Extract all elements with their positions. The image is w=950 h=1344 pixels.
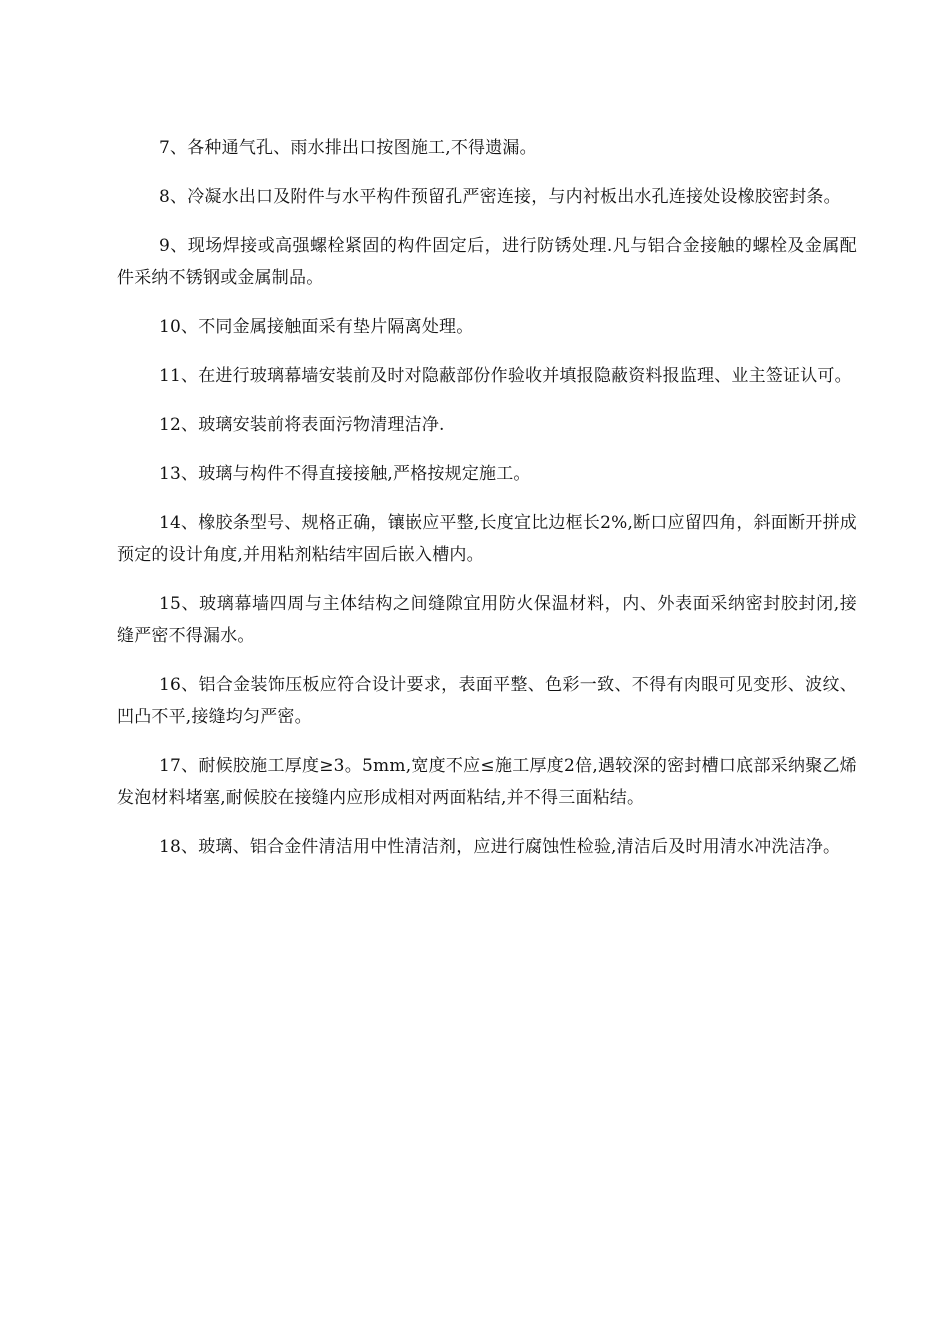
paragraph-7: 7、各种通气孔、雨水排出口按图施工,不得遗漏。 [159,138,537,158]
paragraph-8: 8、冷凝水出口及附件与水平构件预留孔严密连接，与内衬板出水孔连接处设橡胶密封条。 [159,187,841,207]
paragraph-15: 15、玻璃幕墙四周与主体结构之间缝隙宜用防火保温材料，内、外表面采纳密封胶封闭,接缝严密不得漏水。 [117,594,857,646]
document-body [117,132,857,880]
paragraph-13: 13、玻璃与构件不得直接接触,严格按规定施工。 [159,464,531,484]
paragraph-9: 9、现场焊接或高强螺栓紧固的构件固定后，进行防锈处理.凡与铝合金接触的螺栓及金属配件采纳不锈钢或金属制品。 [117,236,857,288]
paragraph-10: 10、不同金属接触面采有垫片隔离处理。 [159,317,474,337]
paragraph-17: 17、耐候胶施工厚度≥3。5mm,宽度不应≤施工厚度2倍,遇较深的密封槽口底部采纳聚乙烯发泡材料堵塞,耐候胶在接缝内应形成相对两面粘结,并不得三面粘结。 [117,756,857,808]
paragraph-14: 14、橡胶条型号、规格正确，镶嵌应平整,长度宜比边框长2%,断口应留四角，斜面断开拼成预定的设计角度,并用粘剂粘结牢固后嵌入槽内。 [117,513,857,565]
paragraph-16: 16、铝合金装饰压板应符合设计要求，表面平整、色彩一致、不得有肉眼可见变形、波纹、凹凸不平,接缝均匀严密。 [117,675,857,727]
paragraph-11: 11、在进行玻璃幕墙安装前及时对隐蔽部份作验收并填报隐蔽资料报监理、业主签证认可。 [159,366,852,386]
paragraph-18: 18、玻璃、铝合金件清洁用中性清洁剂，应进行腐蚀性检验,清洁后及时用清水冲洗洁净。 [159,837,841,857]
paragraph-12: 12、玻璃安装前将表面污物清理洁净. [159,415,445,435]
